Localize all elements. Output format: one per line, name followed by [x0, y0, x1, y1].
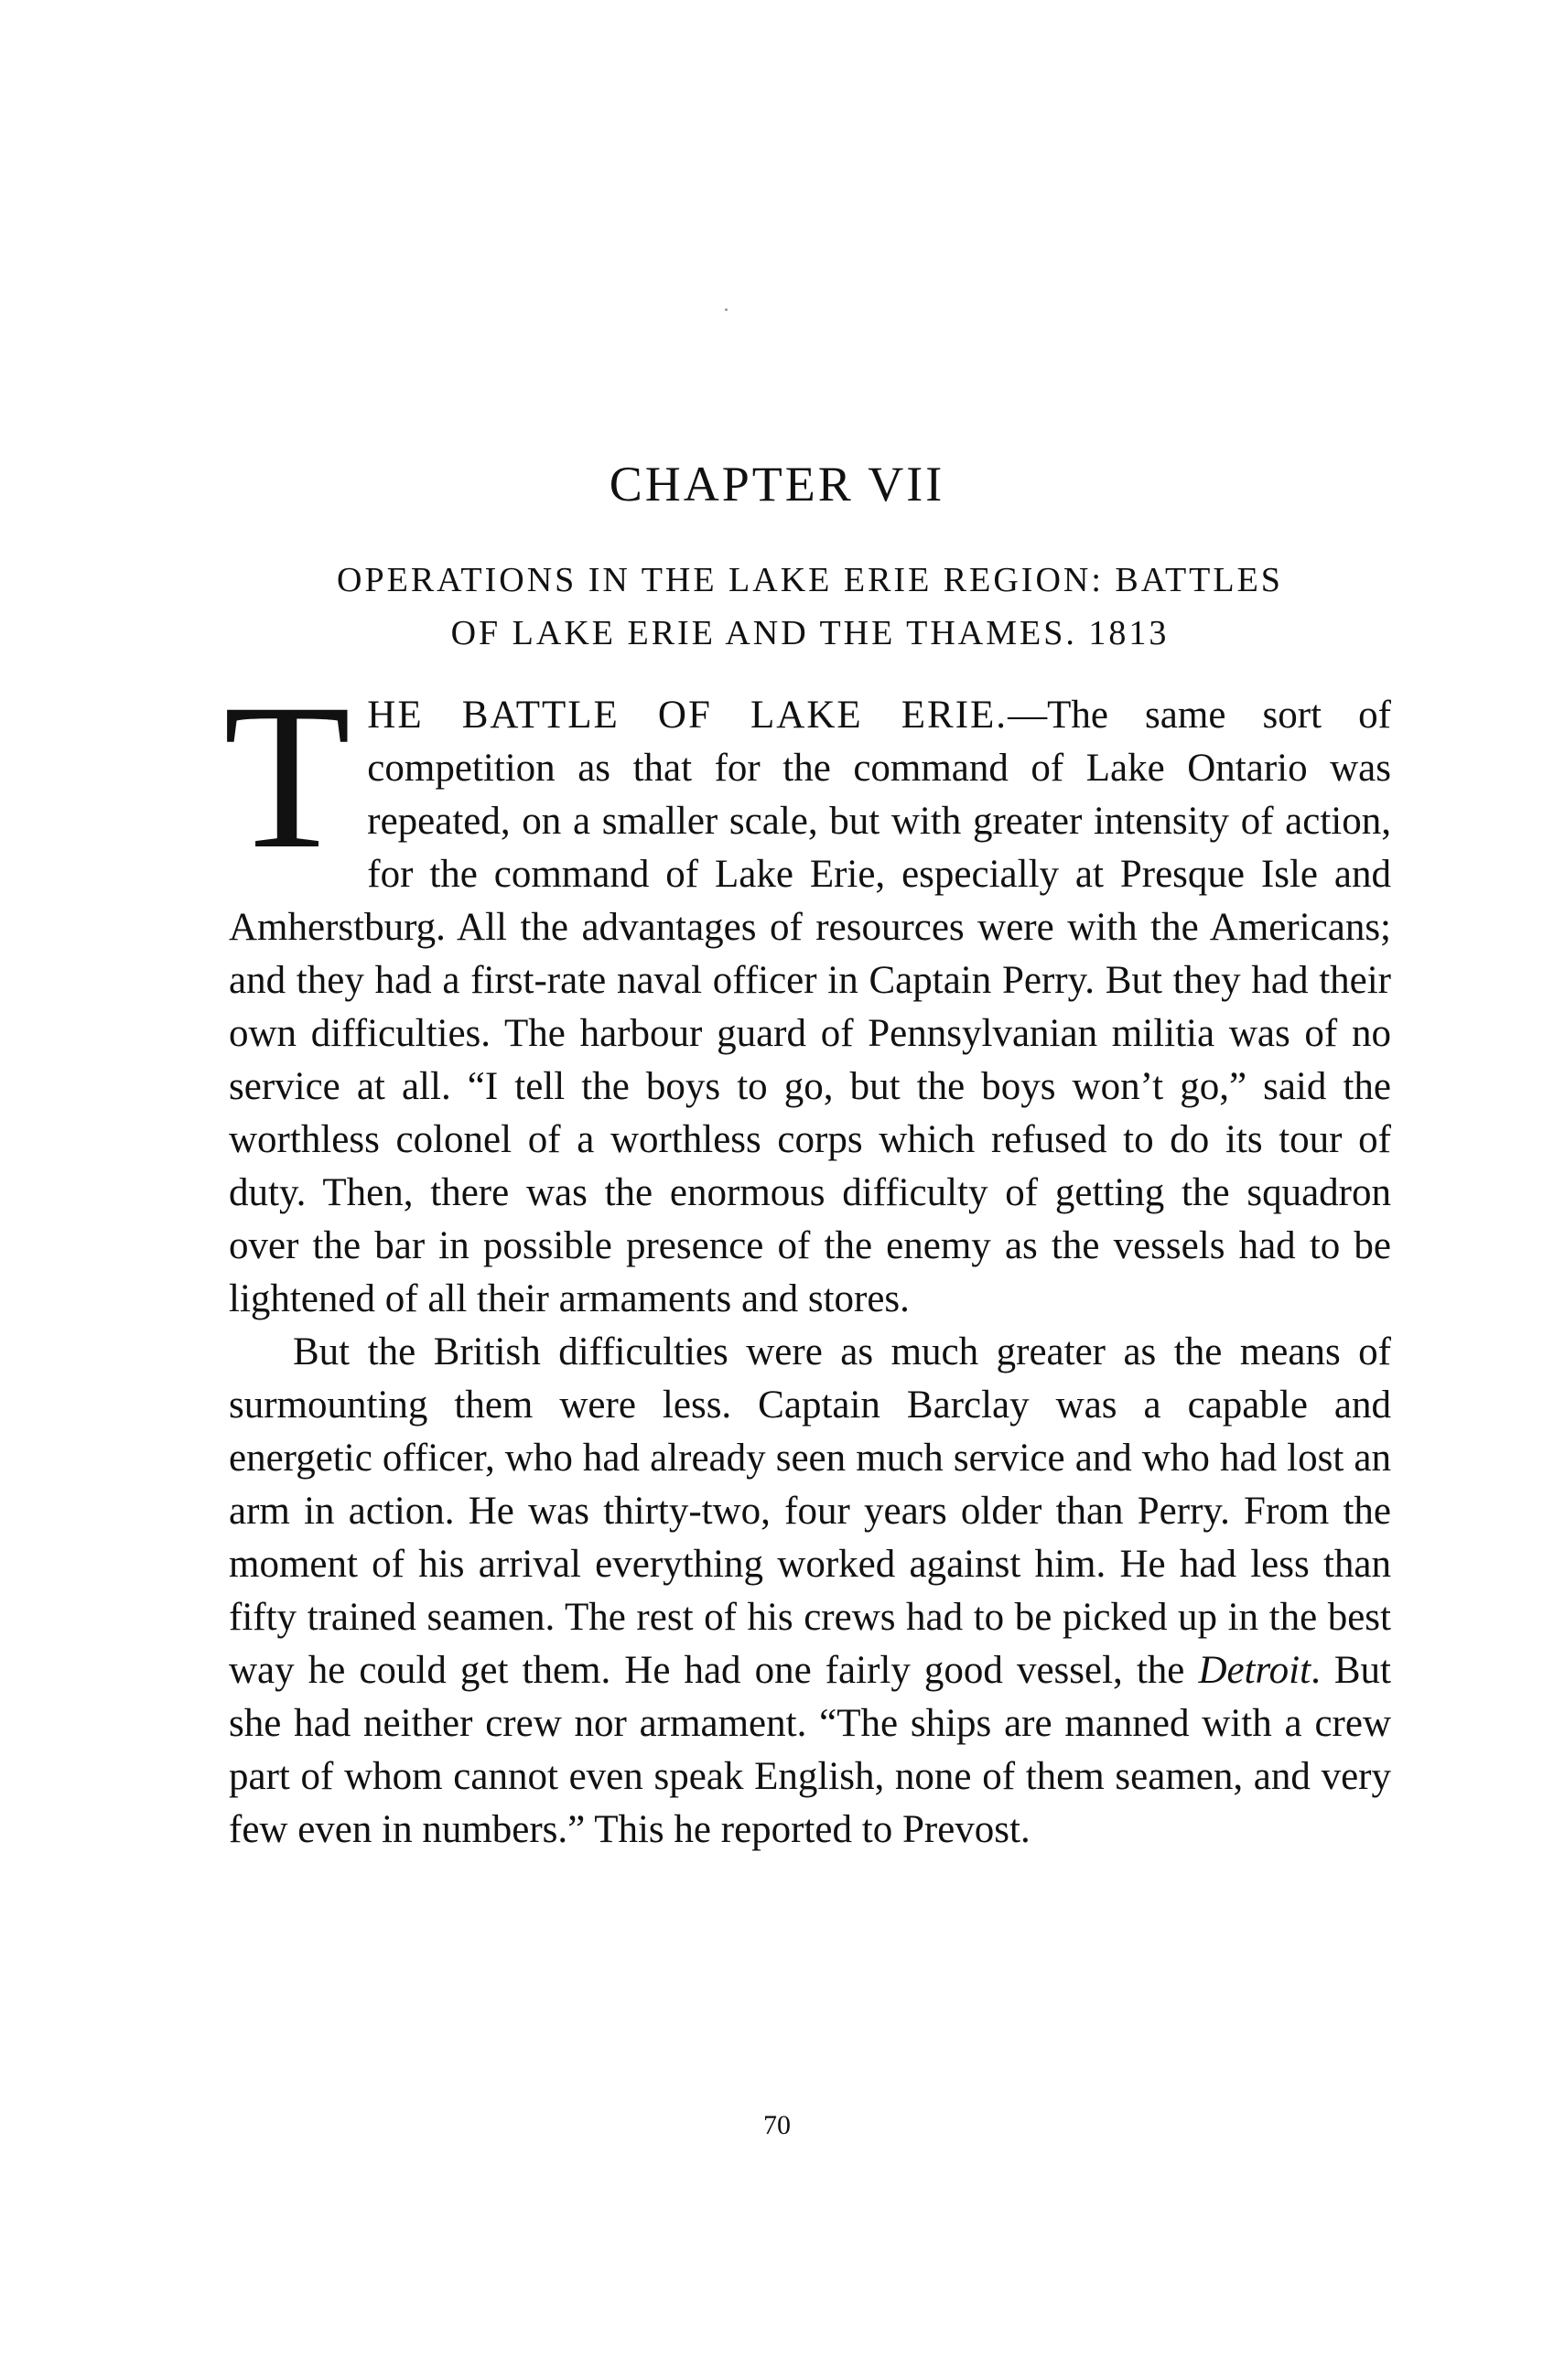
paragraph-2-text-a: But the British difficulties were as much greater as the means of surmounting them were less. Captain Barclay was a capable and energetic officer, who had already seen much service and who had lost an arm in action. He was thirty-two, four years older than Perry. From the moment of his arrival everything worked against him. He had less than fifty trained seamen. The rest of his crews had to be picked up in the best way he could get them. He had one fairly good vessel, the	[229, 1330, 1391, 1692]
body-text	[223, 662, 1391, 1857]
page-number: 70	[763, 2110, 791, 2140]
paragraph-2-text-b: . But she had neither crew nor armament. “The ships are manned with a crew part of whom cannot even speak English, none of them seamen, and very few even in numbers.” This he reported to Prevost.	[229, 1649, 1391, 1851]
paragraph-1-text: —The same sort of competition as that for the command of Lake Ontario was repeated, on a smaller scale, but with greater intensity of action, for the command of Lake Erie, especially at Presque Isle and Amherstburg. All the advantages of resources were with the Americans; and they had a first-rate naval officer in Captain Perry. But they had their own difficulties. The harbour guard of Pennsylvanian militia was of no service at all. “I tell the boys to go, but the boys won’t go,” said the worthless colonel of a worthless corps which refused to do its tour of duty. Then, there was the enormous difficulty of getting the squadron over the bar in possible presence of the enemy as the vessels had to be lightened of all their armaments and stores.	[229, 694, 1391, 1320]
paragraph-2	[229, 1326, 1391, 1857]
chapter-subtitle-line-2: OF LAKE ERIE AND THE THAMES. 1813	[450, 614, 1170, 652]
ship-name: Detroit	[1198, 1649, 1311, 1692]
drop-cap: T	[223, 662, 351, 892]
chapter-subtitle-line-1: OPERATIONS IN THE LAKE ERIE REGION: BATTLES	[337, 561, 1283, 599]
chapter-title: CHAPTER VII	[609, 457, 945, 512]
scan-speck	[725, 308, 728, 311]
chapter-subtitle	[229, 554, 1391, 660]
section-heading: HE BATTLE OF LAKE ERIE.	[367, 694, 1009, 737]
paragraph-1	[223, 662, 1391, 1326]
